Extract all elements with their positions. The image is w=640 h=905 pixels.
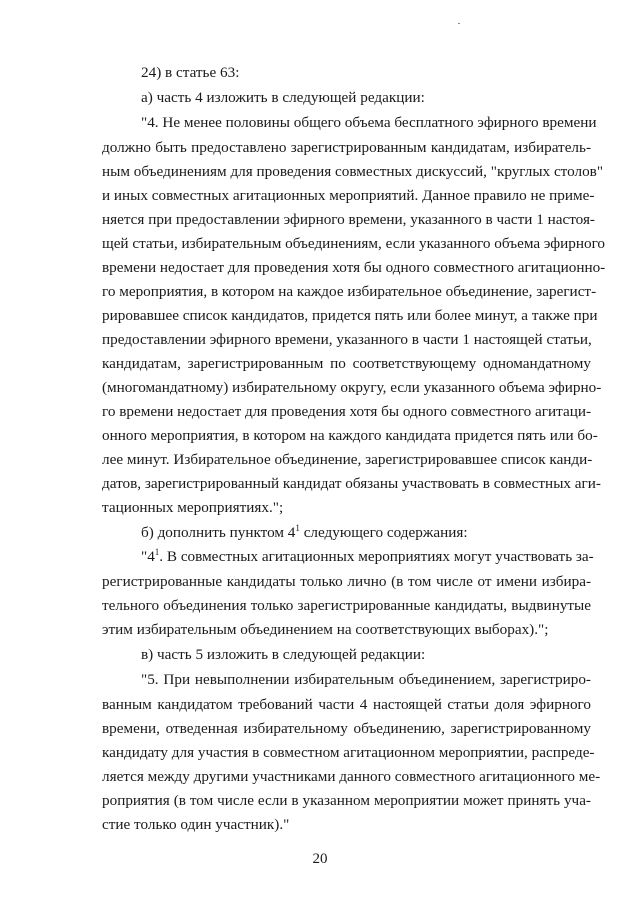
text-line: и иных совместных агитационных мероприятий. Данное правило не приме- xyxy=(102,187,595,204)
text-line: в) часть 5 изложить в следующей редакции: xyxy=(141,646,426,663)
text-line: рировавшее список кандидатов, придется пять или более минут, а также при xyxy=(102,307,598,324)
text-span: . В совместных агитационных мероприятиях могут участвовать за- xyxy=(159,548,594,565)
superscript: 1 xyxy=(154,547,160,557)
superscript: 1 xyxy=(295,523,300,533)
text-line: этим избирательным объединением на соответствующих выборах)."; xyxy=(102,621,549,638)
text-line: времени недостает для проведения хотя бы одного совместного агитационно- xyxy=(102,259,606,276)
text-line: регистрированные кандидаты только лично (в том числе от имени избира- xyxy=(102,573,591,590)
text-line: кандидату для участия в совместном агитационном мероприятии, распреде- xyxy=(102,744,595,761)
text-span: следующего содержания: xyxy=(299,524,468,541)
text-line: времени, отведенная избирательному объединению, зарегистрированному xyxy=(102,720,591,737)
text-line: го времени недостает для проведения хотя бы одного совместного агитаци- xyxy=(102,403,592,420)
text-span: "4 xyxy=(141,548,155,565)
text-line: роприятия (в том числе если в указанном мероприятии может принять уча- xyxy=(102,792,591,809)
text-line: кандидатам, зарегистрированным по соответствующему одномандатному xyxy=(102,355,591,372)
text-line xyxy=(141,547,594,567)
scan-mark xyxy=(458,23,460,24)
text-line: (многомандатному) избирательному округу, если указанного объема эфирно- xyxy=(102,379,602,396)
text-line: щей статьи, избирательным объединениям, если указанного объема эфирного xyxy=(102,235,606,252)
text-span: б) дополнить пунктом 4 xyxy=(141,524,296,541)
text-line: ным объединениям для проведения совместных дискуссий, "круглых столов" xyxy=(102,163,604,180)
text-line: тельного объединения только зарегистрированные кандидаты, выдвинутые xyxy=(102,597,591,614)
text-line: го мероприятия, в котором на каждое избирательное объединение, зарегист- xyxy=(102,283,597,300)
text-line: ванным кандидатом требований части 4 настоящей статьи доля эфирного xyxy=(102,696,591,713)
text-line: "4. Не менее половины общего объема бесплатного эфирного времени xyxy=(141,114,597,131)
text-line: а) часть 4 изложить в следующей редакции: xyxy=(141,89,425,106)
text-line: датов, зарегистрированный кандидат обязаны участвовать в совместных аги- xyxy=(102,475,601,492)
page-number: 20 xyxy=(312,851,328,867)
text-line: предоставлении эфирного времени, указанного в части 1 настоящей статьи, xyxy=(102,331,592,348)
text-line: ляется между другими участниками данного совместного агитационного ме- xyxy=(102,768,601,785)
text-line: "5. При невыполнении избирательным объединением, зарегистриро- xyxy=(141,671,591,688)
text-line: стие только один участник)." xyxy=(102,816,290,833)
text-line xyxy=(141,523,591,543)
text-line: няется при предоставлении эфирного времени, указанного в части 1 настоя- xyxy=(102,211,595,228)
text-line: лее минут. Избирательное объединение, зарегистрировавшее список канди- xyxy=(102,451,593,468)
text-line: 24) в статье 63: xyxy=(141,64,240,81)
text-line: онного мероприятия, в котором на каждого кандидата придется пять или бо- xyxy=(102,427,598,444)
text-line: должно быть предоставлено зарегистрированным кандидатам, избиратель- xyxy=(102,139,591,156)
text-line: тационных мероприятиях."; xyxy=(102,499,284,516)
